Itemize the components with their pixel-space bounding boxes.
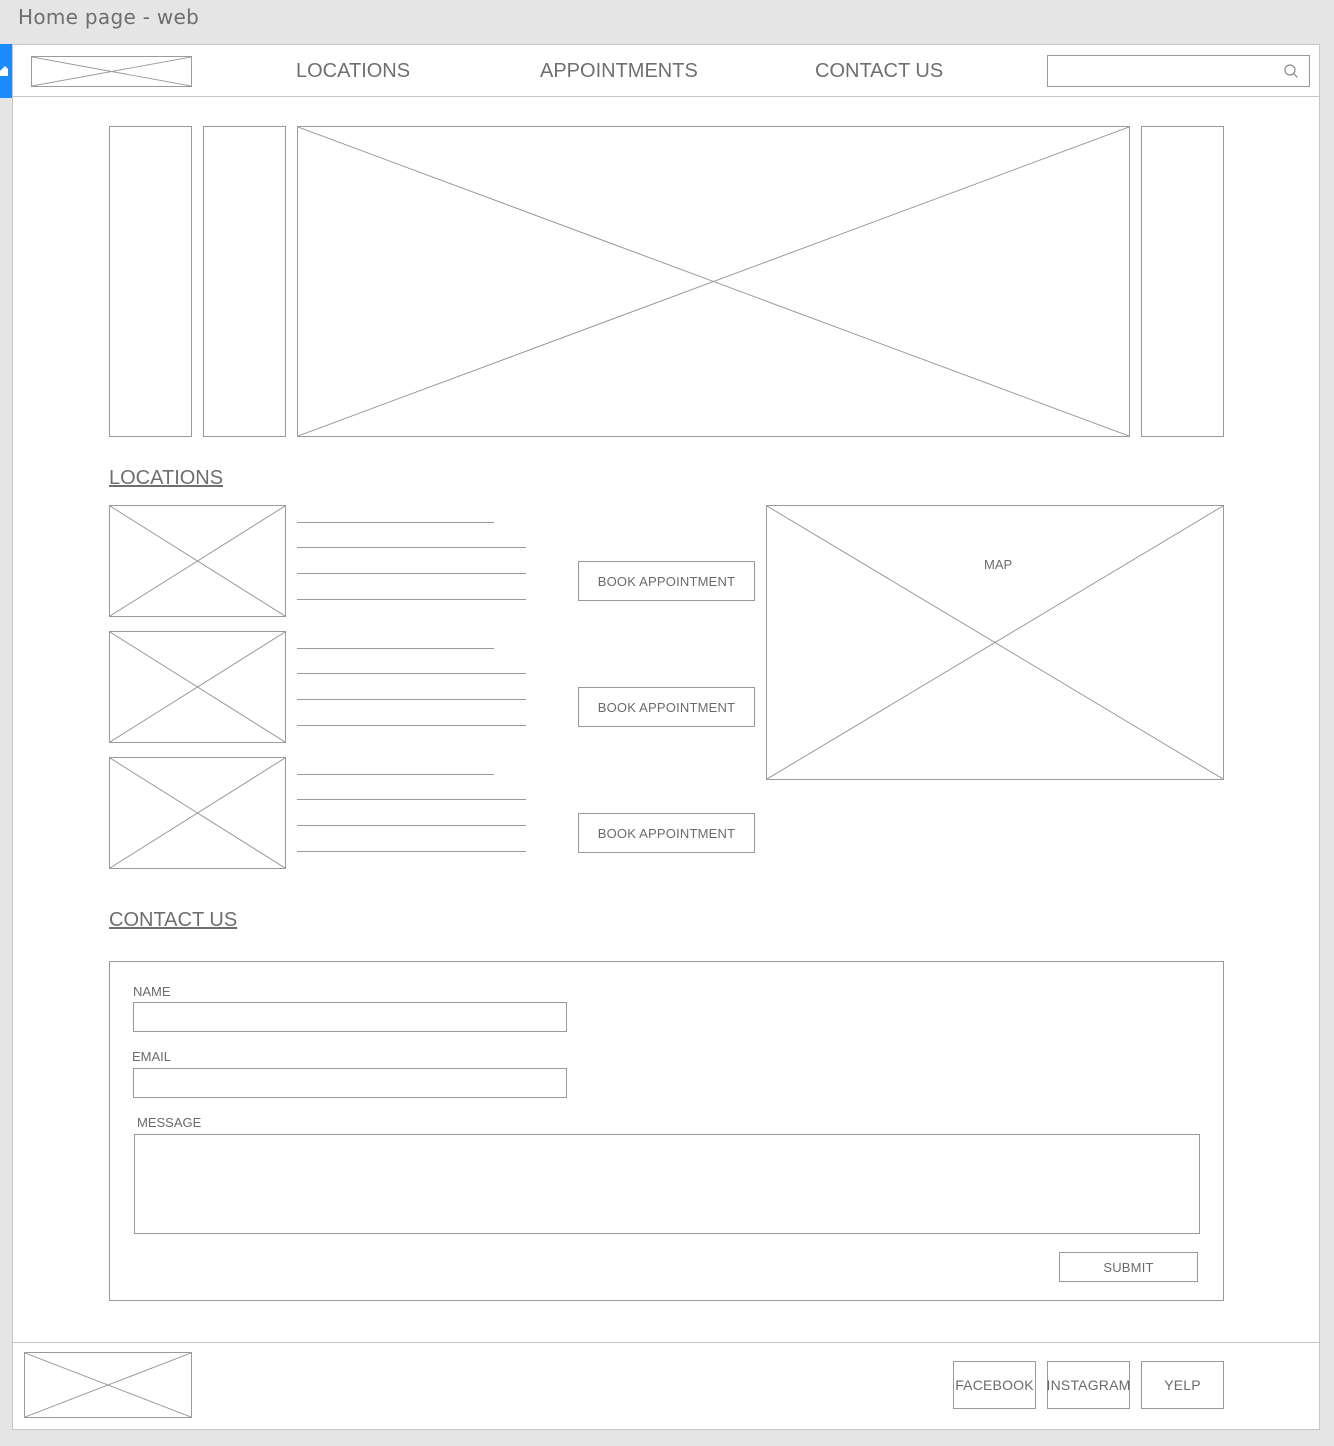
location-text-line [297,774,494,775]
email-label: EMAIL [132,1049,172,1064]
carousel-slide-2[interactable] [203,126,286,437]
map-placeholder[interactable] [766,505,1224,780]
location-text-line [297,573,526,574]
facebook-button[interactable]: FACEBOOK [953,1361,1036,1409]
header-divider [13,96,1319,97]
nav-contact-us[interactable]: CONTACT US [815,60,944,82]
location-text-line [297,851,526,852]
home-tab[interactable] [0,44,12,98]
location-text-line [297,799,526,800]
location-text-line [297,547,526,548]
instagram-button[interactable]: INSTAGRAM [1047,1361,1130,1409]
nav-appointments[interactable]: APPOINTMENTS [540,60,698,82]
message-textarea[interactable] [134,1134,1200,1234]
home-icon [0,64,8,78]
location-text-line [297,648,494,649]
contact-heading: CONTACT US [109,909,238,931]
locations-heading: LOCATIONS [109,467,224,489]
footer-divider [13,1342,1319,1343]
message-label: MESSAGE [137,1115,202,1130]
map-label: MAP [984,557,1013,572]
book-appointment-button-1[interactable]: BOOK APPOINTMENT [578,561,755,601]
search-input[interactable] [1047,55,1310,87]
location-text-line [297,825,526,826]
location-text-line [297,699,526,700]
search-icon[interactable] [1283,63,1299,79]
yelp-button[interactable]: YELP [1141,1361,1224,1409]
book-appointment-button-2[interactable]: BOOK APPOINTMENT [578,687,755,727]
board-title: Home page - web [18,5,200,29]
email-field[interactable] [133,1068,567,1098]
location-image-2 [109,631,286,743]
location-image-3 [109,757,286,869]
name-label: NAME [133,984,171,999]
location-image-1 [109,505,286,617]
nav-locations[interactable]: LOCATIONS [296,60,411,82]
location-text-line [297,673,526,674]
logo-placeholder[interactable] [31,56,192,87]
location-text-line [297,522,494,523]
location-text-line [297,599,526,600]
book-appointment-button-3[interactable]: BOOK APPOINTMENT [578,813,755,853]
hero-image-placeholder[interactable] [297,126,1130,437]
name-field[interactable] [133,1002,567,1032]
carousel-slide-4[interactable] [1141,126,1224,437]
submit-button[interactable]: SUBMIT [1059,1252,1198,1282]
carousel-slide-1[interactable] [109,126,192,437]
footer-logo-placeholder[interactable] [24,1352,192,1418]
location-text-line [297,725,526,726]
